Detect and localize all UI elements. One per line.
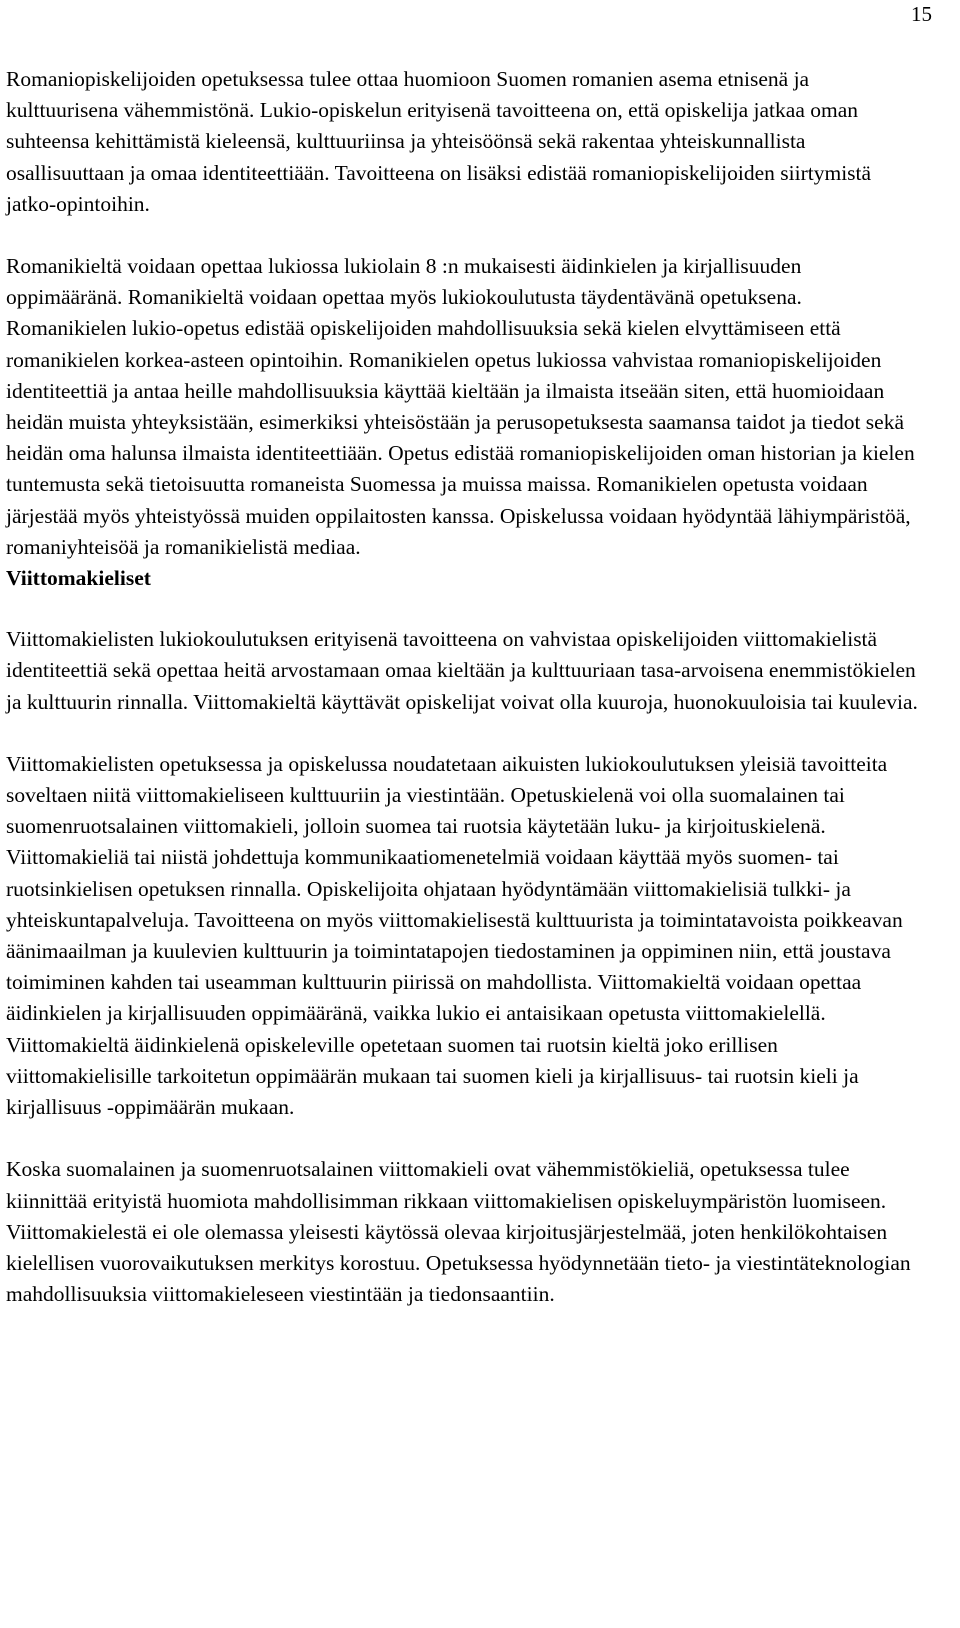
paragraph-romani-language: Romanikieltä voidaan opettaa lukiossa lukiolain 8 :n mukaisesti äidinkielen ja kirjallisuuden oppimääränä. Romanikieltä voidaan opettaa myös lukiokoulutusta täydentävänä opetuksena. Romanikielen lukio-opetus edistää opiskelijoiden mahdollisuuksia sekä kielen elvyttämiseen että romanikielen korkea-asteen opintoihin. Romanikielen opetus lukiossa vahvistaa romaniopiskelijoiden identiteettiä ja antaa heille mahdollisuuksia käyttää kieltään ja ilmaista itseään siten, että huomioidaan heidän muista yhteyksistään, esimerkiksi yhteisöstään ja perusopetuksesta saamansa taidot ja tiedot sekä heidän oma halunsa ilmaista identiteettiään. Opetus edistää romaniopiskelijoiden oman historian ja kielen tuntemusta sekä tietoisuutta romaneista Suomessa ja muissa maissa. Romanikielen opetusta voidaan järjestää myös yhteistyössä muiden oppilaitosten kanssa. Opiskelussa voidaan hyödyntää lähiympäristöä, romaniyhteisöä ja romanikielistä mediaa.	[6, 254, 915, 559]
document-body	[6, 64, 921, 1310]
paragraph-romani-goals: Romaniopiskelijoiden opetuksessa tulee ottaa huomioon Suomen romanien asema etnisenä ja kulttuurisena vähemmistönä. Lukio-opiskelun erityisenä tavoitteena on, että opiskelija jatkaa oman suhteensa kehittämistä kieleensä, kulttuuriinsa ja yhteisöönsä sekä rakentaa yhteiskunnallista osallisuuttaan ja omaa identiteettiään. Tavoitteena on lisäksi edistää romaniopiskelijoiden siirtymistä jatko-opintoihin.	[6, 67, 872, 216]
page-number: 15	[911, 2, 932, 26]
paragraph-sign-teaching: Viittomakielisten opetuksessa ja opiskelussa noudatetaan aikuisten lukiokoulutuksen yleisiä tavoitteita soveltaen niitä viittomakieliseen kulttuuriin ja viestintään. Opetuskielenä voi olla suomalainen tai suomenruotsalainen viittomakieli, jolloin suomea tai ruotsia käytetään luku- ja kirjoituskielenä. Viittomakieliä tai niistä johdettuja kommunikaatiomenetelmiä voidaan käyttää myös suomen- tai ruotsinkielisen opetuksen rinnalla. Opiskelijoita ohjataan hyödyntämään viittomakielisiä tulkki- ja yhteiskuntapalveluja. Tavoitteena on myös viittomakielisestä kulttuurista ja toimintatavoista poikkeavan äänimaailman ja kuulevien kulttuurin ja toimintatapojen tiedostaminen ja oppiminen niin, että joustava toimiminen kahden tai useamman kulttuurin piirissä on mahdollista. Viittomakieltä voidaan opettaa äidinkielen ja kirjallisuuden oppimääränä, vaikka lukio ei antaisikaan opetusta viittomakielellä. Viittomakieltä äidinkielenä opiskeleville opetetaan suomen tai ruotsin kieltä joko erillisen viittomakielisille tarkoitetun oppimäärän mukaan tai suomen kieli ja kirjallisuus- tai ruotsin kieli ja kirjallisuus -oppimäärän mukaan.	[6, 751, 903, 1120]
paragraph-sign-goals: Viittomakielisten lukiokoulutuksen erityisenä tavoitteena on vahvistaa opiskelijoiden viittomakielistä identiteettiä sekä opettaa heitä arvostamaan omaa kieltään ja kulttuuriaan tasa-arvoisena enemmistökielen ja kulttuurin rinnalla. Viittomakieltä käyttävät opiskelijat voivat olla kuuroja, huonokuuloisia tai kuulevia.	[6, 627, 918, 714]
section-heading: Viittomakieliset	[6, 566, 151, 591]
paragraph-sign-environment: Koska suomalainen ja suomenruotsalainen viittomakieli ovat vähemmistökieliä, opetuksessa tulee kiinnittää erityistä huomiota mahdollisimman rikkaan viittomakielisen opiskeluympäristön luomiseen. Viittomakielestä ei ole olemassa yleisesti käytössä olevaa kirjoitusjärjestelmää, joten henkilökohtaisen kielellisen vuorovaikutuksen merkitys korostuu. Opetuksessa hyödynnetään tieto- ja viestintäteknologian mahdollisuuksia viittomakieleseen viestintään ja tiedonsaantiin.	[6, 1157, 911, 1307]
